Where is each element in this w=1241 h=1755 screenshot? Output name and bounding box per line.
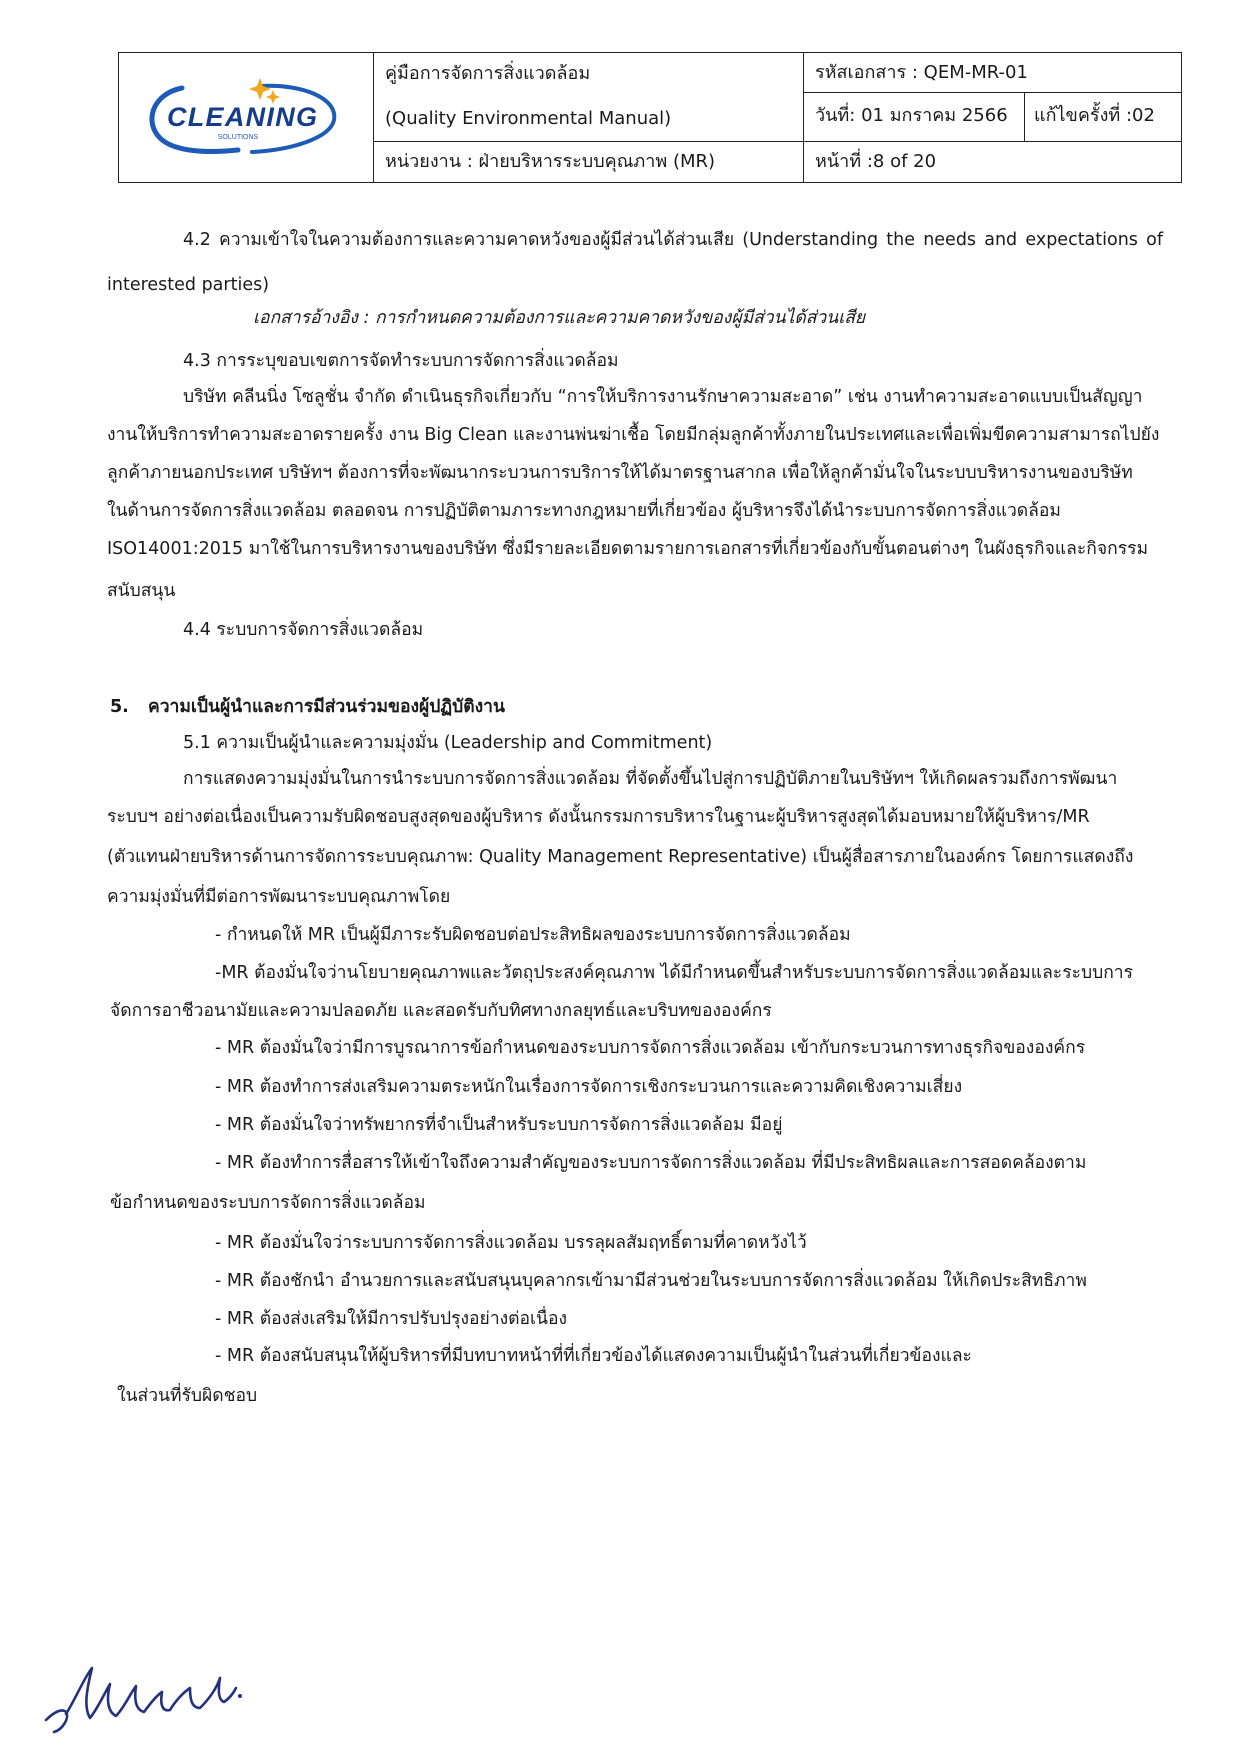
section-4-3-paragraph-line: ลูกค้าภายนอกประเทศ บริษัทฯ ต้องการที่จะพัฒนากระบวนการบริการให้ได้มาตรฐานสากล เพื่อให้ลูกค้ามั่นใจในระบบบริหารงานของบริษัท — [107, 463, 1133, 483]
section-4-3-paragraph-line: บริษัท คลีนนิ่ง โซลูชั่น จำกัด ดำเนินธุรกิจเกี่ยวกับ “การให้บริการงานรักษาความสะอาด” เช่น งานทำความสะอาดแบบเป็นสัญญา — [183, 387, 1143, 407]
list-item: - กำหนดให้ MR เป็นผู้มีภาระรับผิดชอบต่อประสิทธิผลของระบบการจัดการสิ่งแวดล้อม — [215, 925, 851, 945]
section-4-2-line-2: interested parties) — [107, 275, 270, 295]
list-item: - MR ต้องทำการส่งเสริมความตระหนักในเรื่องการจัดการเชิงกระบวนการและความคิดเชิงความเสี่ยง — [215, 1077, 963, 1097]
list-item: - MR ต้องมั่นใจว่าระบบการจัดการสิ่งแวดล้อม บรรลุผลสัมฤทธิ์ตามที่คาดหวังไว้ — [215, 1233, 807, 1253]
header-divider — [1024, 93, 1025, 141]
section-4-3-paragraph-line: ISO14001:2015 มาใช้ในการบริหารงานของบริษัท ซึ่งมีรายละเอียดตามรายการเอกสารที่เกี่ยวข้องกับขั้นตอนต่างๆ ในผังธุรกิจและกิจกรรม — [107, 539, 1149, 559]
list-item-continuation: ข้อกำหนดของระบบการจัดการสิ่งแวดล้อม — [110, 1193, 426, 1213]
section-5-1-paragraph-line: ความมุ่งมั่นที่มีต่อการพัฒนาระบบคุณภาพโดย — [107, 887, 451, 907]
list-item: - MR ต้องส่งเสริมให้มีการปรับปรุงอย่างต่อเนื่อง — [215, 1309, 568, 1329]
manual-title-thai: คู่มือการจัดการสิ่งแวดล้อม — [385, 63, 591, 84]
section-4-3-title: 4.3 การระบุขอบเขตการจัดทำระบบการจัดการสิ่งแวดล้อม — [183, 351, 619, 371]
handwritten-signature — [40, 1638, 250, 1738]
section-5-title: ความเป็นผู้นำและการมีส่วนร่วมของผู้ปฏิบัติงาน — [148, 697, 505, 717]
page-number: หน้าที่ :8 of 20 — [815, 151, 937, 172]
section-5-1-paragraph-line: การแสดงความมุ่งมั่นในการนำระบบการจัดการสิ่งแวดล้อม ที่จัดตั้งขึ้นไปสู่การปฏิบัติภายในบริษัทฯ ให้เกิดผลรวมถึงการพัฒนา — [183, 769, 1118, 789]
section-4-2-line-1: 4.2 ความเข้าใจในความต้องการและความคาดหวังของผู้มีส่วนได้ส่วนเสีย (Understanding the needs and expectations of — [183, 230, 1163, 250]
section-5-number: 5. — [110, 697, 129, 717]
header-divider — [803, 92, 1181, 93]
cleaning-solutions-logo — [142, 76, 342, 158]
header-divider — [373, 141, 1181, 142]
section-4-3-paragraph-line: ในด้านการจัดการสิ่งแวดล้อม ตลอดจน การปฏิบัติตามภาระทางกฎหมายที่เกี่ยวข้อง ผู้บริหารจึงได้นำระบบการจัดการสิ่งแวดล้อม — [107, 501, 1061, 521]
section-4-3-paragraph-line: สนับสนุน — [107, 581, 176, 601]
revision-number: แก้ไขครั้งที่ :02 — [1034, 105, 1155, 126]
list-item: - MR ต้องทำการสื่อสารให้เข้าใจถึงความสำคัญของระบบการจัดการสิ่งแวดล้อม ที่มีประสิทธิผลและการสอดคล้องตาม — [215, 1153, 1087, 1173]
department-label: หน่วยงาน : ฝ่ายบริหารระบบคุณภาพ (MR) — [385, 151, 716, 172]
section-5-1-title: 5.1 ความเป็นผู้นำและความมุ่งมั่น (Leadership and Commitment) — [183, 733, 713, 753]
list-item-continuation: ในส่วนที่รับผิดชอบ — [117, 1386, 258, 1406]
logo-subtext: SOLUTIONS — [217, 134, 259, 141]
list-item: - MR ต้องมั่นใจว่าทรัพยากรที่จำเป็นสำหรับระบบการจัดการสิ่งแวดล้อม มีอยู่ — [215, 1115, 783, 1135]
logo-wordmark: CLEANING — [167, 102, 317, 132]
section-5-1-paragraph-line: ระบบฯ อย่างต่อเนื่องเป็นความรับผิดชอบสูงสุดของผู้บริหาร ดังนั้นกรรมการบริหารในฐานะผู้บริหารสูงสุดได้มอบหมายให้ผู้บริหาร/MR — [107, 807, 1090, 827]
list-item: - MR ต้องชักนำ อำนวยการและสนับสนุนบุคลากรเข้ามามีส่วนช่วยในระบบการจัดการสิ่งแวดล้อม ให้เกิดประสิทธิภาพ — [215, 1271, 1087, 1291]
section-5-1-paragraph-line: (ตัวแทนฝ่ายบริหารด้านการจัดการระบบคุณภาพ: Quality Management Representative) เป็นผู้สื่อสารภายในองค์กร โดยการแสดงถึง — [107, 847, 1134, 867]
list-item: - MR ต้องสนับสนุนให้ผู้บริหารที่มีบทบาทหน้าที่ที่เกี่ยวข้องได้แสดงความเป็นผู้นำในส่วนที่เกี่ยวข้องและ — [215, 1346, 972, 1366]
header-divider — [373, 53, 374, 182]
header-divider — [803, 53, 804, 182]
section-4-2-reference: เอกสารอ้างอิง : การกำหนดความต้องการและความคาดหวังของผู้มีส่วนได้ส่วนเสีย — [253, 308, 866, 328]
list-item: - MR ต้องมั่นใจว่ามีการบูรณาการข้อกำหนดของระบบการจัดการสิ่งแวดล้อม เข้ากับกระบวนการทางธุรกิจขององค์กร — [215, 1038, 1086, 1058]
document-date: วันที่: 01 มกราคม 2566 — [815, 105, 1008, 126]
manual-title-english: (Quality Environmental Manual) — [385, 108, 672, 129]
list-item-continuation: จัดการอาชีวอนามัยและความปลอดภัย และสอดรับกับทิศทางกลยุทธ์และบริบทขององค์กร — [110, 1001, 772, 1021]
section-4-3-paragraph-line: งานให้บริการทำความสะอาดรายครั้ง งาน Big Clean และงานพ่นฆ่าเชื้อ โดยมีกลุ่มลูกค้าทั้งภายในประเทศและเพื่อเพิ่มขีดความสามารถไปยัง — [107, 425, 1160, 445]
section-4-4-title: 4.4 ระบบการจัดการสิ่งแวดล้อม — [183, 620, 424, 640]
document-code: รหัสเอกสาร : QEM-MR-01 — [815, 62, 1028, 83]
list-item: -MR ต้องมั่นใจว่านโยบายคุณภาพและวัตถุประสงค์คุณภาพ ได้มีกำหนดขึ้นสำหรับระบบการจัดการสิ่งแวดล้อมและระบบการ — [215, 963, 1134, 983]
